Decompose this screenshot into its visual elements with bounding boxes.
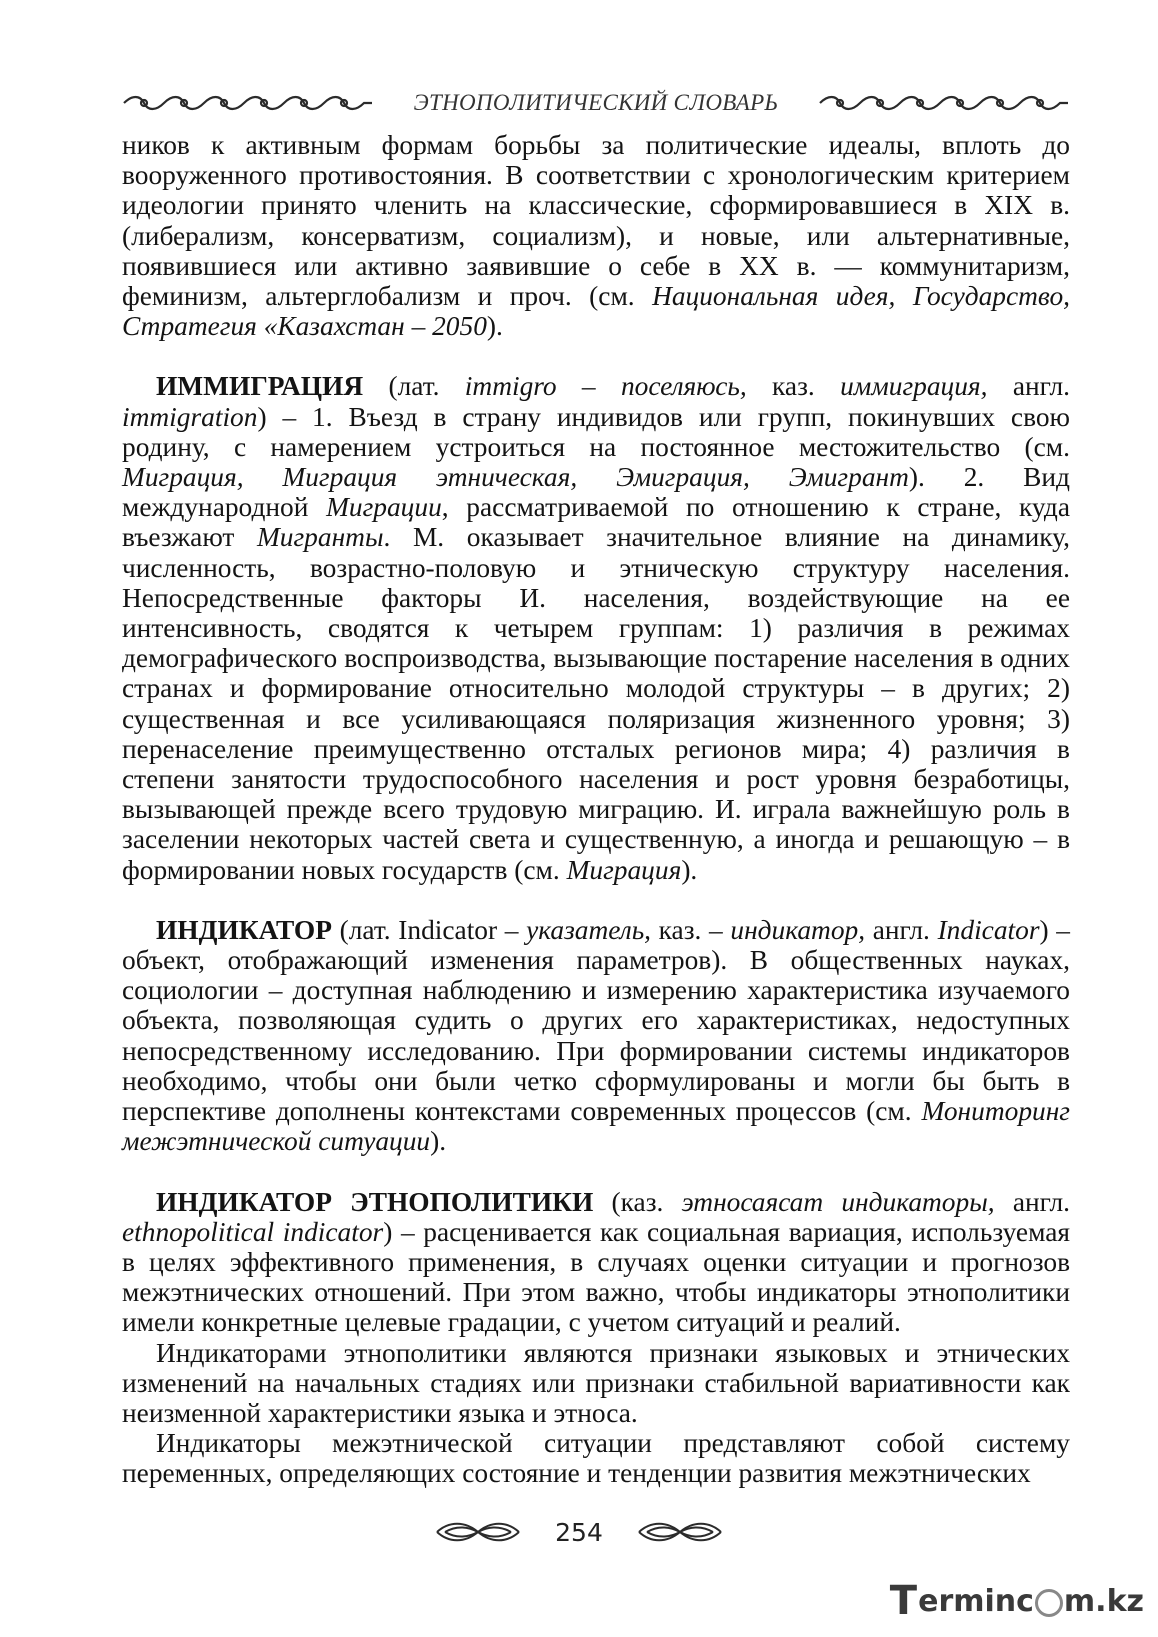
ornament-border-icon (122, 93, 374, 113)
entry-term: ИНДИКАТОР ЭТНОПОЛИТИКИ (156, 1186, 594, 1217)
entry-term: ИММИГРАЦИЯ (156, 371, 364, 402)
entry-text: ). (486, 311, 503, 342)
entry-ethnopolitics-indicator: ИНДИКАТОР ЭТНОПОЛИТИКИ (каз. этносаясат индикаторы, англ. ethnopolitical indicator) – расценивается как социальная вариация, используемая в целях эффективного применения, в случаях оценки ситуации и прогнозов межэтнических отношений. Пpи этом важно, чтобы индикаторы этнополитики имели конкретные целевые градации, с учетом ситуаций и реалий. (122, 1186, 1070, 1338)
running-header (122, 86, 1070, 120)
page-number: 254 (555, 1517, 603, 1547)
dictionary-text (122, 130, 1070, 1489)
cross-reference: Мигранты (256, 522, 384, 553)
entry-term: ИНДИКАТОР (156, 914, 332, 945)
entry-indicator: ИНДИКАТОР (лат. Indicator – указатель, каз. – индикатор, англ. Indicator) – объект, отображающий изменения параметров). В общественных науках, социологии – доступная наблюдению и измерению характеристика изучаемого объекта, позволяющая судить о других его характеристиках, недоступных непосредственному исследованию. При формировании системы индикаторов необходимо, чтобы они были четко сформулированы и могли бы быть в перспективе дополнены контекстами современных процессов (см. Мониторинг межэтнической ситуации). (122, 914, 1070, 1157)
header-title: ЭТНОПОЛИТИЧЕСКИЙ СЛОВАРЬ (413, 90, 779, 115)
site-watermark: T erminc m.kz (889, 1578, 1144, 1624)
cross-reference: Мониторинг межэтнической ситуации (122, 1096, 1070, 1157)
entry-text: ников к активным формам борьбы за политические идеалы, вплоть до вооруженного противостояния. В соответствии с хронологическим критерием идеологии принято членить на классические, сформировавшиеся в XIX в. (либерализм, консерватизм, социализм), и новые, или альтернативные, появившиеся или активно заявившие о себе в XX в. — коммунитаризм, феминизм, альтерглобализм и проч. (см. (122, 130, 1070, 312)
cross-reference: Миграция, Миграция этническая, Эмиграция, Эмигрант (122, 462, 909, 493)
entry-immigration: ИММИГРАЦИЯ (лат. immigro – поселяюсь, каз. иммиграция, англ. immigration) – 1. Въезд в страну индивидов или групп, покинувших свою родину, с намерением устроиться на постоянное местожительство (см. Миграция, Миграция этническая, Эмиграция, Эмигрант). 2. Вид международной Миграции, рассматриваемой по отношению к стране, куда въезжают Мигранты. М. оказывает значительное влияние на динамику, численность, возрастно-половую и этническую структуру населения. Непосредственные факторы И. населения, воздействующие на ее интенсивность, сводятся к четырем группам: 1) различия в режимах демографического воспроизводства, вызывающие постарение населения в одних странах и формирование относительно молодой структуры – в других; 2) существенная и все усиливающаяся поляризация жизненного уровня; 3) перенаселение преимущественно отсталых регионов мира; 4) различия в степени занятости трудоспособного населения и рост уровня безработицы, вызывающей прежде всего трудовую миграцию. И. играла важнейшую роль в заселении некоторых частей света и существенную, а иногда и решающую – в формировании новых государств (см. Миграция). (122, 371, 1070, 885)
cross-reference: Национальная идея, Государство, Стратегия «Казахстан – 2050 (122, 281, 1070, 342)
entry-paragraph: Индикаторами этнополитики являются признаки языковых и этнических изменений на начальных стадиях или признаки стабильной вариативности как неизменной характеристики языка и этноса. (122, 1337, 1070, 1428)
cross-reference: Миграция (566, 854, 682, 885)
ornament-border-icon (818, 93, 1070, 113)
cross-reference: Миграции (326, 492, 442, 523)
magnifier-icon (1035, 1589, 1063, 1617)
flourish-icon (435, 1519, 521, 1545)
entry-paragraph: Индикаторы межэтнической ситуации представляют собой систему переменных, определяющих состояние и тенденции развития межэтнических (122, 1428, 1070, 1489)
flourish-icon (637, 1519, 723, 1545)
continuation-paragraph (122, 130, 1070, 341)
page-footer (0, 1512, 1158, 1552)
